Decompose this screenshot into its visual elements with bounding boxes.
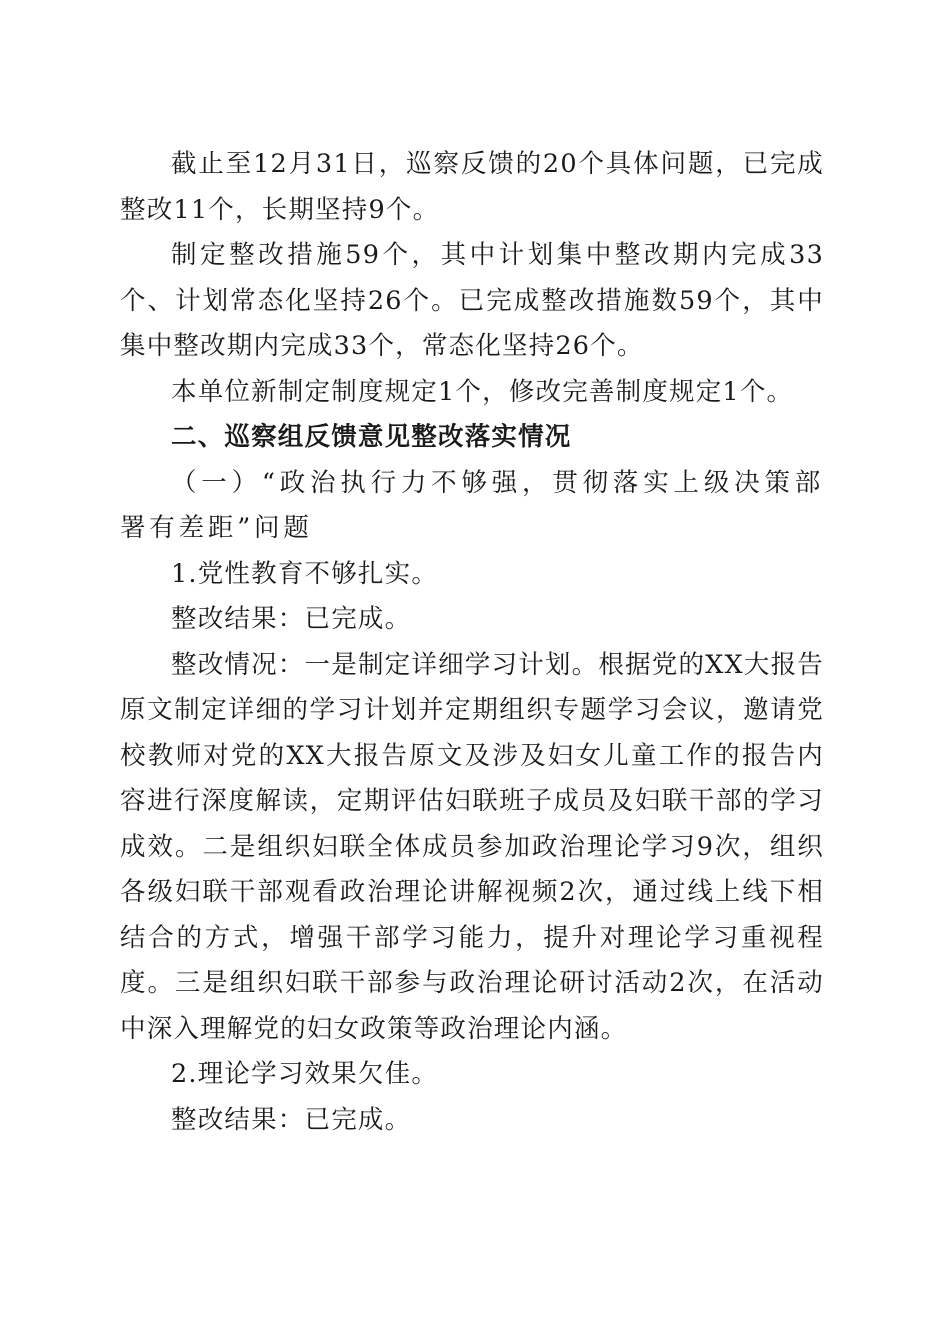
- subsection-heading: （一）“政治执行力不够强，贯彻落实上级决策部署有差距”问题: [120, 467, 824, 543]
- item-1-title: 1.党性教育不够扎实。: [171, 558, 439, 589]
- item-2-title: 2.理论学习效果欠佳。: [171, 1059, 439, 1089]
- document-page: [120, 142, 824, 1143]
- item-1-details: 整改情况：一是制定详细学习计划。根据党的XX大报告原文制定详细的学习计划并定期组织专题学习会议，邀请党校教师对党的XX大报告原文及涉及妇女儿童工作的报告内容进行深度解读，定期评估妇联班子成员及妇联干部的学习成效。二是组织妇联全体成员参加政治理论学习9次，组织各级妇联干部观看政治理论讲解视频2次，通过线上线下相结合的方式，增强干部学习能力，提升对理论学习重视程度。三是组织妇联干部参与政治理论研讨活动2次，在活动中深入理解党的妇女政策等政治理论内涵。: [120, 649, 824, 1044]
- summary-paragraph-measures: 制定整改措施59个，其中计划集中整改期内完成33个、计划常态化坚持26个。已完成整改措施数59个，其中集中整改期内完成33个，常态化坚持26个。: [120, 240, 824, 361]
- summary-paragraph-issues: 截止至12月31日，巡察反馈的20个具体问题，已完成整改11个，长期坚持9个。: [120, 149, 824, 225]
- section-heading: 二、巡察组反馈意见整改落实情况: [171, 422, 572, 452]
- item-1-result: 整改结果：已完成。: [171, 604, 412, 634]
- summary-paragraph-regulations: 本单位新制定制度规定1个，修改完善制度规定1个。: [171, 376, 794, 407]
- item-2-result: 整改结果：已完成。: [171, 1104, 412, 1135]
